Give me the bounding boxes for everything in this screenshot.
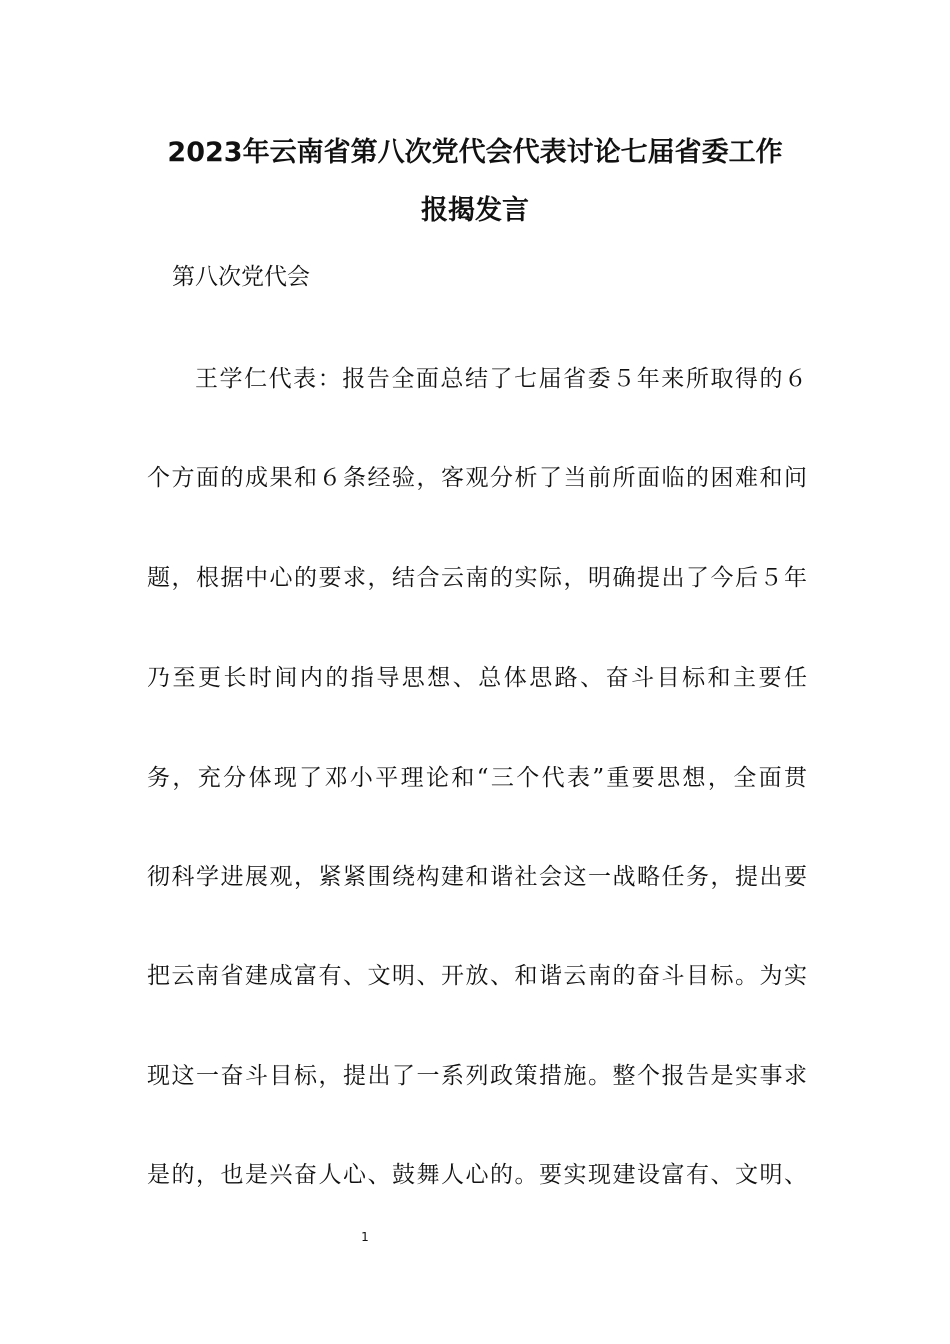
page-number: 1 xyxy=(361,1230,369,1244)
body-line-6: 彻科学进展观，紧紧围绕构建和谐社会这一战略任务，提出要 xyxy=(147,864,807,890)
body-line-4: 乃至更长时间内的指导思想、总体思路、奋斗目标和主要任 xyxy=(147,665,807,691)
body-line-5: 务，充分体现了邓小平理论和“三个代表”重要思想，全面贯 xyxy=(147,765,807,791)
body-line-7: 把云南省建成富有、文明、开放、和谐云南的奋斗目标。为实 xyxy=(147,963,807,989)
body-line-9: 是的，也是兴奋人心、鼓舞人心的。要实现建设富有、文明、 xyxy=(147,1162,807,1188)
document-title-line-1: 2023年云南省第八次党代会代表讨论七届省委工作 xyxy=(167,137,783,168)
body-line-3: 题，根据中心的要求，结合云南的实际，明确提出了今后５年 xyxy=(147,565,807,591)
body-line-8: 现这一奋斗目标，提出了一系列政策措施。整个报告是实事求 xyxy=(147,1063,807,1089)
body-line-1: 王学仁代表：报告全面总结了七届省委５年来所取得的６ xyxy=(195,366,807,392)
section-subheading: 第八次党代会 xyxy=(172,264,310,290)
document-title-line-2: 报揭发言 xyxy=(421,195,529,226)
body-line-2: 个方面的成果和６条经验，客观分析了当前所面临的困难和问 xyxy=(147,465,807,491)
